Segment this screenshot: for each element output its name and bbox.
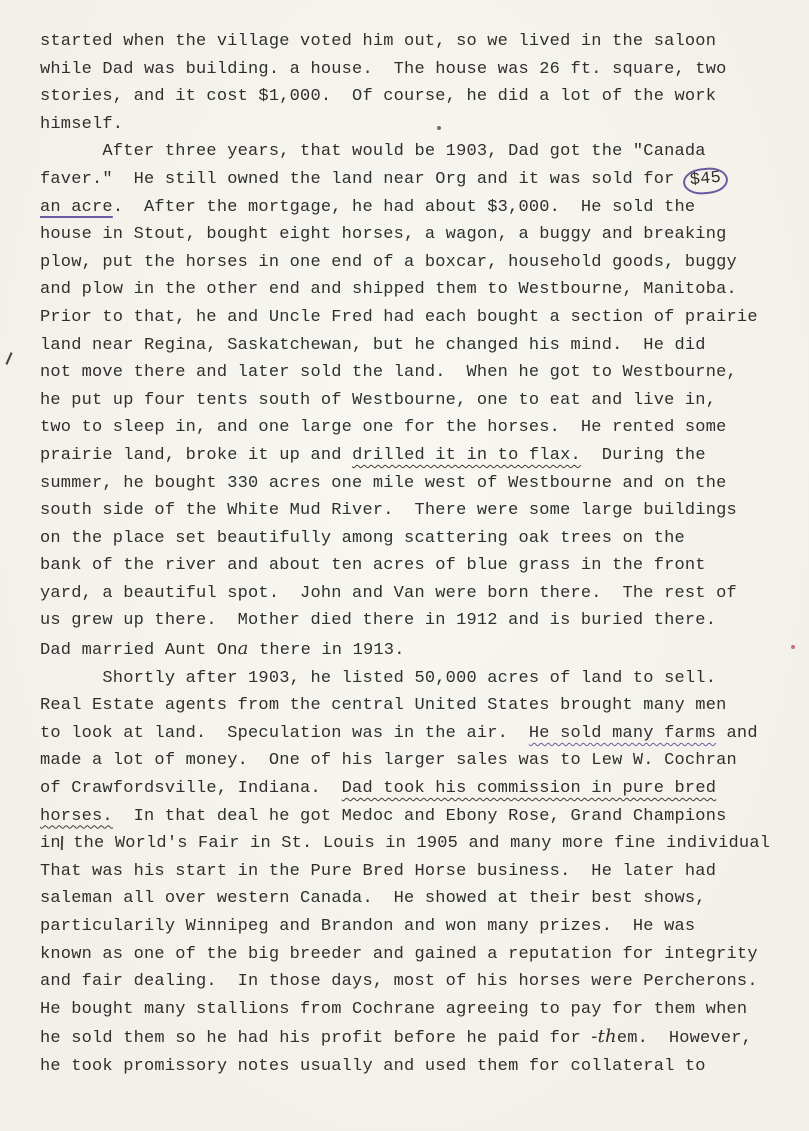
text-line xyxy=(40,996,793,1024)
text-line xyxy=(40,387,793,415)
text-line xyxy=(40,138,793,166)
text-segment: and xyxy=(716,723,758,743)
text-segment: He bought many stallions from Cochrane agreeing to pay for them when xyxy=(40,999,748,1019)
text-line xyxy=(40,111,793,139)
text-line xyxy=(40,249,793,277)
text-line xyxy=(40,580,793,608)
pen-underlined-text: drilled it in to flax. xyxy=(352,445,581,465)
text-segment: bank of the river and about ten acres of blue grass in the front xyxy=(40,556,706,576)
text-segment: . After the mortgage, he had about $3,000. He sold the xyxy=(112,197,696,217)
text-line xyxy=(40,497,793,525)
text-segment: made a lot of money. One of his larger sales was to Lew W. Cochran xyxy=(40,751,737,771)
text-segment: yard, a beautiful spot. John and Van were born there. The rest of xyxy=(40,583,737,603)
text-segment: After three years, that would be 1903, Dad got the "Canada xyxy=(40,142,706,162)
text-line xyxy=(40,803,793,831)
text-segment: in xyxy=(40,834,61,854)
text-line xyxy=(40,332,793,360)
text-segment: In that deal he got Medoc and Ebony Rose, Grand Champions xyxy=(112,806,727,826)
text-line xyxy=(40,194,793,222)
text-line xyxy=(40,1023,793,1053)
pen-underlined-text: Dad took his commission in pure bred xyxy=(341,779,717,799)
red-ink-speck xyxy=(791,645,795,649)
text-segment: That was his start in the Pure Bred Horse business. He later had xyxy=(40,861,717,881)
text-segment: summer, he bought 330 acres one mile west of Westbourne and on the xyxy=(40,473,727,493)
text-segment: stories, and it cost $1,000. Of course, he did a lot of the work xyxy=(40,87,717,107)
text-segment: he sold them so he had his profit before he paid for xyxy=(40,1029,592,1049)
margin-pen-tick-mark xyxy=(5,352,12,365)
text-line xyxy=(40,166,793,194)
pen-underlined-text: horses. xyxy=(40,806,113,826)
text-line xyxy=(40,56,793,84)
text-segment: em. However, xyxy=(616,1029,753,1049)
text-segment: the World's Fair in St. Louis in 1905 and many more fine individual xyxy=(62,834,771,854)
text-line xyxy=(40,968,793,996)
text-line xyxy=(40,359,793,387)
text-line xyxy=(40,304,793,332)
text-segment: faver." He still owned the land near Org and it was sold for xyxy=(40,169,685,189)
circled-price-annotation: $45 xyxy=(682,166,729,196)
text-line xyxy=(40,442,793,470)
text-line xyxy=(40,1053,793,1081)
text-line xyxy=(40,885,793,913)
text-segment: land near Regina, Saskatchewan, but he changed his mind. He did xyxy=(40,335,706,355)
text-line xyxy=(40,221,793,249)
text-segment: he put up four tents south of Westbourne, one to eat and live in, xyxy=(40,390,717,410)
text-segment: us grew up there. Mother died there in 1912 and is buried there. xyxy=(40,611,717,631)
text-line xyxy=(40,692,793,720)
text-segment: prairie land, broke it up and xyxy=(40,445,353,465)
text-line xyxy=(40,607,793,635)
pen-underlined-text: He sold many farms xyxy=(528,723,717,743)
text-line xyxy=(40,941,793,969)
text-segment: of Crawfordsville, Indiana. xyxy=(40,779,342,799)
text-line xyxy=(40,747,793,775)
text-segment: not move there and later sold the land. When he got to Westbourne, xyxy=(40,363,737,383)
text-segment: Dad married Aunt On xyxy=(40,641,238,661)
text-line xyxy=(40,525,793,553)
text-segment: plow, put the horses in one end of a boxcar, household goods, buggy xyxy=(40,252,737,272)
text-segment: he took promissory notes usually and used them for collateral to xyxy=(40,1056,706,1076)
text-segment: while Dad was building. a house. The house was 26 ft. square, two xyxy=(40,59,727,79)
text-line xyxy=(40,775,793,803)
text-segment: house in Stout, bought eight horses, a wagon, a buggy and breaking xyxy=(40,225,727,245)
text-line xyxy=(40,635,793,665)
text-line xyxy=(40,414,793,442)
text-segment: on the place set beautifully among scattering oak trees on the xyxy=(40,528,685,548)
text-segment: Prior to that, he and Uncle Fred had each bought a section of prairie xyxy=(40,307,758,327)
pen-tick-mark xyxy=(61,836,63,850)
text-segment: Shortly after 1903, he listed 50,000 acres of land to sell. xyxy=(40,668,717,688)
pen-underlined-text: an acre xyxy=(40,197,113,217)
handwritten-correction: a xyxy=(237,638,249,660)
text-line xyxy=(40,552,793,580)
text-segment: and fair dealing. In those days, most of his horses were Percherons. xyxy=(40,972,758,992)
text-line xyxy=(40,470,793,498)
text-line xyxy=(40,28,793,56)
ink-speck xyxy=(437,126,441,130)
text-line xyxy=(40,276,793,304)
text-line xyxy=(40,83,793,111)
text-segment: himself. xyxy=(40,114,124,134)
text-line xyxy=(40,830,793,858)
text-segment: particularily Winnipeg and Brandon and won many prizes. He was xyxy=(40,917,696,936)
text-segment: two to sleep in, and one large one for the horses. He rented some xyxy=(40,418,727,438)
text-segment: south side of the White Mud River. There were some large buildings xyxy=(40,501,737,521)
text-segment: Real Estate agents from the central United States brought many men xyxy=(40,696,727,716)
text-segment: saleman all over western Canada. He showed at their best shows, xyxy=(40,889,706,909)
handwritten-correction: -th xyxy=(591,1026,617,1048)
text-line xyxy=(40,665,793,693)
text-segment: During the xyxy=(580,445,706,465)
text-segment: and plow in the other end and shipped them to Westbourne, Manitoba. xyxy=(40,280,737,300)
text-segment: started when the village voted him out, so we lived in the saloon xyxy=(40,32,717,51)
text-line xyxy=(40,913,793,941)
text-segment: to look at land. Speculation was in the air. xyxy=(40,723,529,743)
text-segment: there in 1913. xyxy=(248,641,405,661)
text-line xyxy=(40,858,793,886)
text-line xyxy=(40,720,793,748)
text-segment: known as one of the big breeder and gained a reputation for integrity xyxy=(40,944,758,964)
